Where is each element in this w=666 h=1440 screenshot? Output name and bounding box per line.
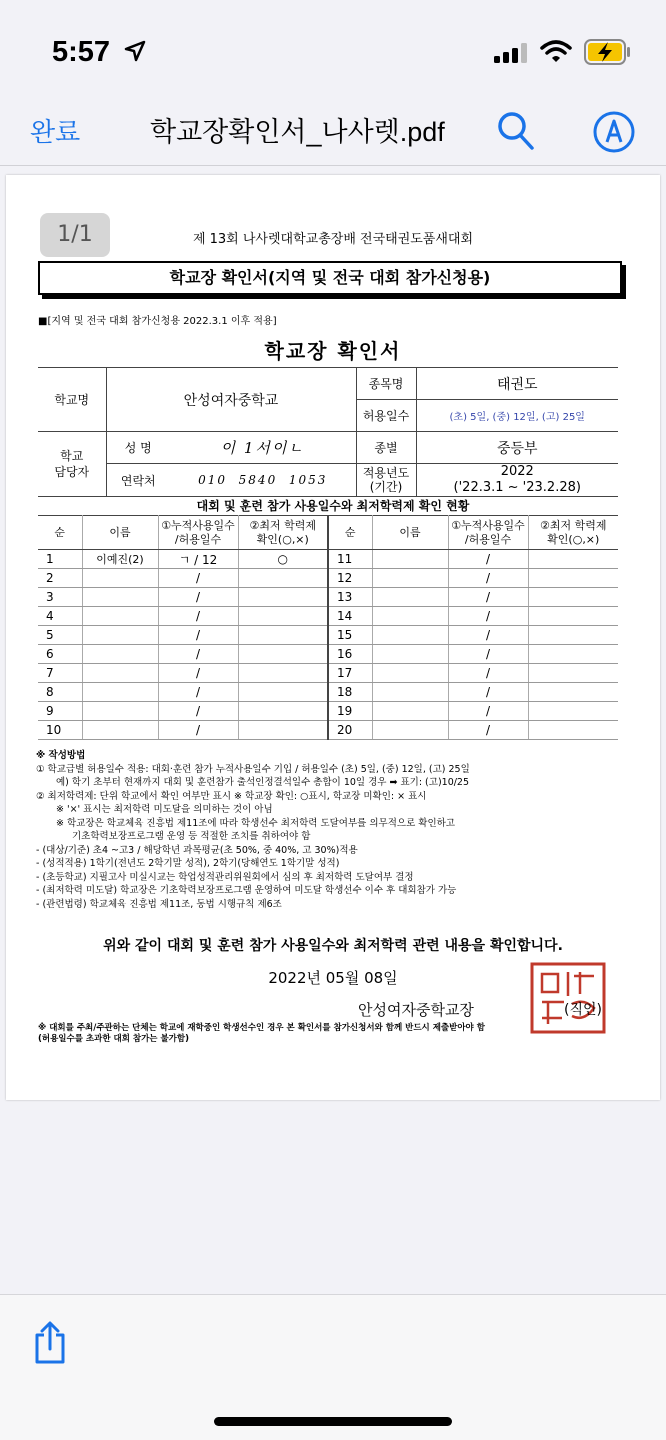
header-min-academic: ②최저 학력제 확인(○,×) bbox=[528, 516, 618, 550]
row-days: ㄱ / 12 bbox=[158, 550, 238, 569]
row-number: 14 bbox=[328, 607, 372, 626]
usage-section-title: 대회 및 훈련 참가 사용일수와 최저학력제 확인 현황 bbox=[196, 499, 470, 513]
row-days: / bbox=[448, 664, 528, 683]
row-days: / bbox=[448, 550, 528, 569]
row-name bbox=[82, 702, 158, 721]
row-name bbox=[372, 721, 448, 740]
markup-pen-icon[interactable] bbox=[592, 110, 636, 154]
row-check: ○ bbox=[238, 550, 328, 569]
row-name bbox=[82, 664, 158, 683]
row-number: 9 bbox=[38, 702, 82, 721]
header-cumulative: ①누적사용일수 /허용일수 bbox=[158, 516, 238, 550]
instruction-line: - (관련법령) 학교체육 진흥법 제11조, 동법 시행규칙 제6조 bbox=[36, 898, 282, 910]
row-name bbox=[372, 702, 448, 721]
row-days: / bbox=[448, 702, 528, 721]
table-row bbox=[38, 550, 618, 569]
teacher-name-label: 성 명 bbox=[106, 432, 170, 464]
row-name bbox=[372, 626, 448, 645]
instructions bbox=[36, 749, 626, 911]
header-min-academic: ②최저 학력제 확인(○,×) bbox=[238, 516, 328, 550]
pdf-page bbox=[6, 175, 660, 1100]
row-number: 15 bbox=[328, 626, 372, 645]
row-days: / bbox=[158, 645, 238, 664]
status-bar bbox=[0, 0, 666, 100]
school-name-value: 안성여자중학교 bbox=[106, 368, 356, 432]
row-name bbox=[372, 664, 448, 683]
table-row bbox=[38, 702, 618, 721]
table-row bbox=[38, 645, 618, 664]
row-name bbox=[372, 569, 448, 588]
wifi-icon bbox=[540, 40, 572, 64]
category-value: 중등부 bbox=[416, 432, 618, 464]
table-row bbox=[38, 721, 618, 740]
nav-bar bbox=[0, 100, 666, 166]
row-check bbox=[238, 721, 328, 740]
row-check bbox=[238, 664, 328, 683]
row-name bbox=[372, 607, 448, 626]
row-name bbox=[82, 588, 158, 607]
row-check bbox=[528, 702, 618, 721]
row-number: 5 bbox=[38, 626, 82, 645]
row-number: 7 bbox=[38, 664, 82, 683]
school-info-table bbox=[38, 367, 618, 497]
row-check bbox=[238, 588, 328, 607]
row-number: 17 bbox=[328, 664, 372, 683]
row-number: 10 bbox=[38, 721, 82, 740]
contact-label: 연락처 bbox=[106, 464, 170, 497]
instruction-line: ※ 작성방법 bbox=[36, 750, 86, 761]
row-name bbox=[372, 645, 448, 664]
row-days: / bbox=[158, 569, 238, 588]
row-days: / bbox=[448, 683, 528, 702]
table-row bbox=[38, 588, 618, 607]
row-check bbox=[528, 626, 618, 645]
seal-label: (직인) bbox=[564, 1002, 602, 1018]
row-days: / bbox=[158, 683, 238, 702]
done-button[interactable]: 완료 bbox=[30, 118, 81, 148]
row-days: / bbox=[158, 721, 238, 740]
table-row bbox=[38, 626, 618, 645]
confirmation-statement: 위와 같이 대회 및 훈련 참가 사용일수와 최저학력 관련 내용을 확인합니다. bbox=[103, 938, 563, 954]
instruction-line: ※ 학교장은 학교체육 진흥법 제11조에 따라 학생선수 최저학력 도달여부를 의무적으로 확인하고 bbox=[56, 817, 455, 829]
row-number: 4 bbox=[38, 607, 82, 626]
sport-label: 종목명 bbox=[356, 368, 416, 400]
row-days: / bbox=[448, 626, 528, 645]
row-check bbox=[238, 626, 328, 645]
row-check bbox=[528, 683, 618, 702]
row-days: / bbox=[448, 645, 528, 664]
usage-table-body bbox=[38, 550, 618, 740]
row-check bbox=[528, 588, 618, 607]
row-check bbox=[238, 683, 328, 702]
row-check bbox=[528, 607, 618, 626]
row-name bbox=[372, 683, 448, 702]
row-days: / bbox=[158, 664, 238, 683]
row-number: 12 bbox=[328, 569, 372, 588]
signal-icon bbox=[494, 43, 528, 63]
row-number: 2 bbox=[38, 569, 82, 588]
row-name bbox=[372, 588, 448, 607]
teacher-name-value: 이 1서이ㄴ bbox=[170, 432, 356, 464]
header-name: 이름 bbox=[82, 516, 158, 550]
footnote: ※ 대회를 주최/주관하는 단체는 학교에 재학중인 학생선수인 경우 본 확인서를 참가신청서와 함께 반드시 제출받아야 함 (허용일수를 초과한 대회 참가는 불가함) bbox=[38, 1023, 485, 1044]
certificate-title: 학교장 확인서 bbox=[264, 339, 402, 363]
contact-value: 010 5840 1053 bbox=[170, 464, 356, 497]
bottom-toolbar bbox=[0, 1294, 666, 1440]
row-number: 13 bbox=[328, 588, 372, 607]
row-check bbox=[528, 550, 618, 569]
row-days: / bbox=[448, 569, 528, 588]
row-number: 3 bbox=[38, 588, 82, 607]
row-number: 16 bbox=[328, 645, 372, 664]
row-days: / bbox=[448, 588, 528, 607]
row-check bbox=[528, 569, 618, 588]
row-check bbox=[238, 607, 328, 626]
pdf-viewer[interactable] bbox=[0, 167, 666, 1294]
sport-value: 태권도 bbox=[416, 368, 618, 400]
row-name bbox=[82, 645, 158, 664]
school-principal-signature: 안성여자중학교장 bbox=[358, 1001, 474, 1019]
instruction-line: - (대상/기준) 초4 ~고3 / 해당학년 과목평균(초 50%, 중 40%, 고 30%)적용 bbox=[36, 844, 358, 856]
usage-table bbox=[38, 515, 618, 740]
header-no: 순 bbox=[38, 516, 82, 550]
applicability-note: ■[지역 및 전국 대회 참가신청용 2022.3.1 이후 적용] bbox=[38, 316, 277, 327]
allowed-days-label: 허용일수 bbox=[356, 400, 416, 432]
instruction-line: ※ '×' 표시는 최저학력 미도달을 의미하는 것이 아님 bbox=[56, 804, 273, 815]
row-check bbox=[238, 702, 328, 721]
table-row bbox=[38, 607, 618, 626]
row-name: 이예진(2) bbox=[82, 550, 158, 569]
row-check bbox=[528, 645, 618, 664]
allowed-days-value: (초) 5일, (중) 12일, (고) 25일 bbox=[416, 400, 618, 432]
instruction-line: ① 학교급별 허용일수 적용: 대회·훈련 참가 누적사용일수 기입 / 허용일수 (초) 5일, (중) 12일, (고) 25일 bbox=[36, 763, 470, 775]
share-icon[interactable] bbox=[32, 1321, 68, 1365]
row-days: / bbox=[158, 626, 238, 645]
row-days: / bbox=[158, 607, 238, 626]
table-row bbox=[38, 683, 618, 702]
school-name-label: 학교명 bbox=[38, 368, 106, 432]
row-days: / bbox=[448, 721, 528, 740]
table-row bbox=[38, 569, 618, 588]
search-icon[interactable] bbox=[496, 110, 536, 152]
row-number: 6 bbox=[38, 645, 82, 664]
document-date: 2022년 05월 08일 bbox=[268, 969, 398, 987]
document-title: 학교장확인서_나사렛.pdf bbox=[150, 117, 445, 147]
header-no: 순 bbox=[328, 516, 372, 550]
row-number: 19 bbox=[328, 702, 372, 721]
page-indicator: 1/1 bbox=[40, 213, 110, 257]
header-name: 이름 bbox=[372, 516, 448, 550]
row-days: / bbox=[158, 588, 238, 607]
row-number: 20 bbox=[328, 721, 372, 740]
row-name bbox=[372, 550, 448, 569]
row-number: 8 bbox=[38, 683, 82, 702]
row-check bbox=[528, 721, 618, 740]
row-number: 11 bbox=[328, 550, 372, 569]
status-time: 5:57 bbox=[52, 36, 111, 68]
instruction-line: 예) 학기 초부터 현재까지 대회 및 훈련참가 출석인정결석일수 총합이 10일 경우 ➡ 표기: (고)10/25 bbox=[56, 777, 470, 788]
year-label: 적용년도 (기간) bbox=[356, 464, 416, 497]
row-number: 1 bbox=[38, 550, 82, 569]
instruction-line: - (최저학력 미도달) 학교장은 기초학력보장프로그램 운영하여 미도달 학생선수 이수 후 대회참가 가능 bbox=[36, 885, 457, 896]
row-days: / bbox=[158, 702, 238, 721]
row-number: 18 bbox=[328, 683, 372, 702]
row-name bbox=[82, 721, 158, 740]
instruction-line: 기초학력보장프로그램 운영 등 적절한 조치를 취하여야 함 bbox=[72, 831, 311, 842]
row-name bbox=[82, 626, 158, 645]
instruction-line: ② 최저학력제: 단위 학교에서 확인 여부만 표시 ※ 학교장 확인: ○표시, 학교장 미확인: × 표시 bbox=[36, 790, 427, 802]
category-label: 종별 bbox=[356, 432, 416, 464]
row-check bbox=[238, 645, 328, 664]
year-value: 2022 ('22.3.1 ~ '23.2.28) bbox=[416, 464, 618, 497]
row-check bbox=[238, 569, 328, 588]
location-arrow-icon bbox=[124, 40, 146, 62]
instruction-line: - (초등학교) 지필고사 미실시교는 학업성적관리위원회에서 심의 후 최저학력 도달여부 결정 bbox=[36, 871, 414, 883]
row-name bbox=[82, 683, 158, 702]
table-row bbox=[38, 664, 618, 683]
battery-charging-icon bbox=[584, 39, 632, 65]
row-name bbox=[82, 607, 158, 626]
row-days: / bbox=[448, 607, 528, 626]
teacher-label: 학교 담당자 bbox=[38, 432, 106, 497]
form-title-box: 학교장 확인서(지역 및 전국 대회 참가신청용) bbox=[38, 261, 622, 295]
row-check bbox=[528, 664, 618, 683]
home-indicator bbox=[214, 1417, 452, 1426]
header-cumulative: ①누적사용일수 /허용일수 bbox=[448, 516, 528, 550]
event-header: 제 13회 나사렛대학교총장배 전국태권도품새대회 bbox=[192, 232, 474, 247]
row-name bbox=[82, 569, 158, 588]
instruction-line: - (성적적용) 1학기(전년도 2학기말 성적), 2학기(당해연도 1학기말 성적) bbox=[36, 858, 340, 869]
